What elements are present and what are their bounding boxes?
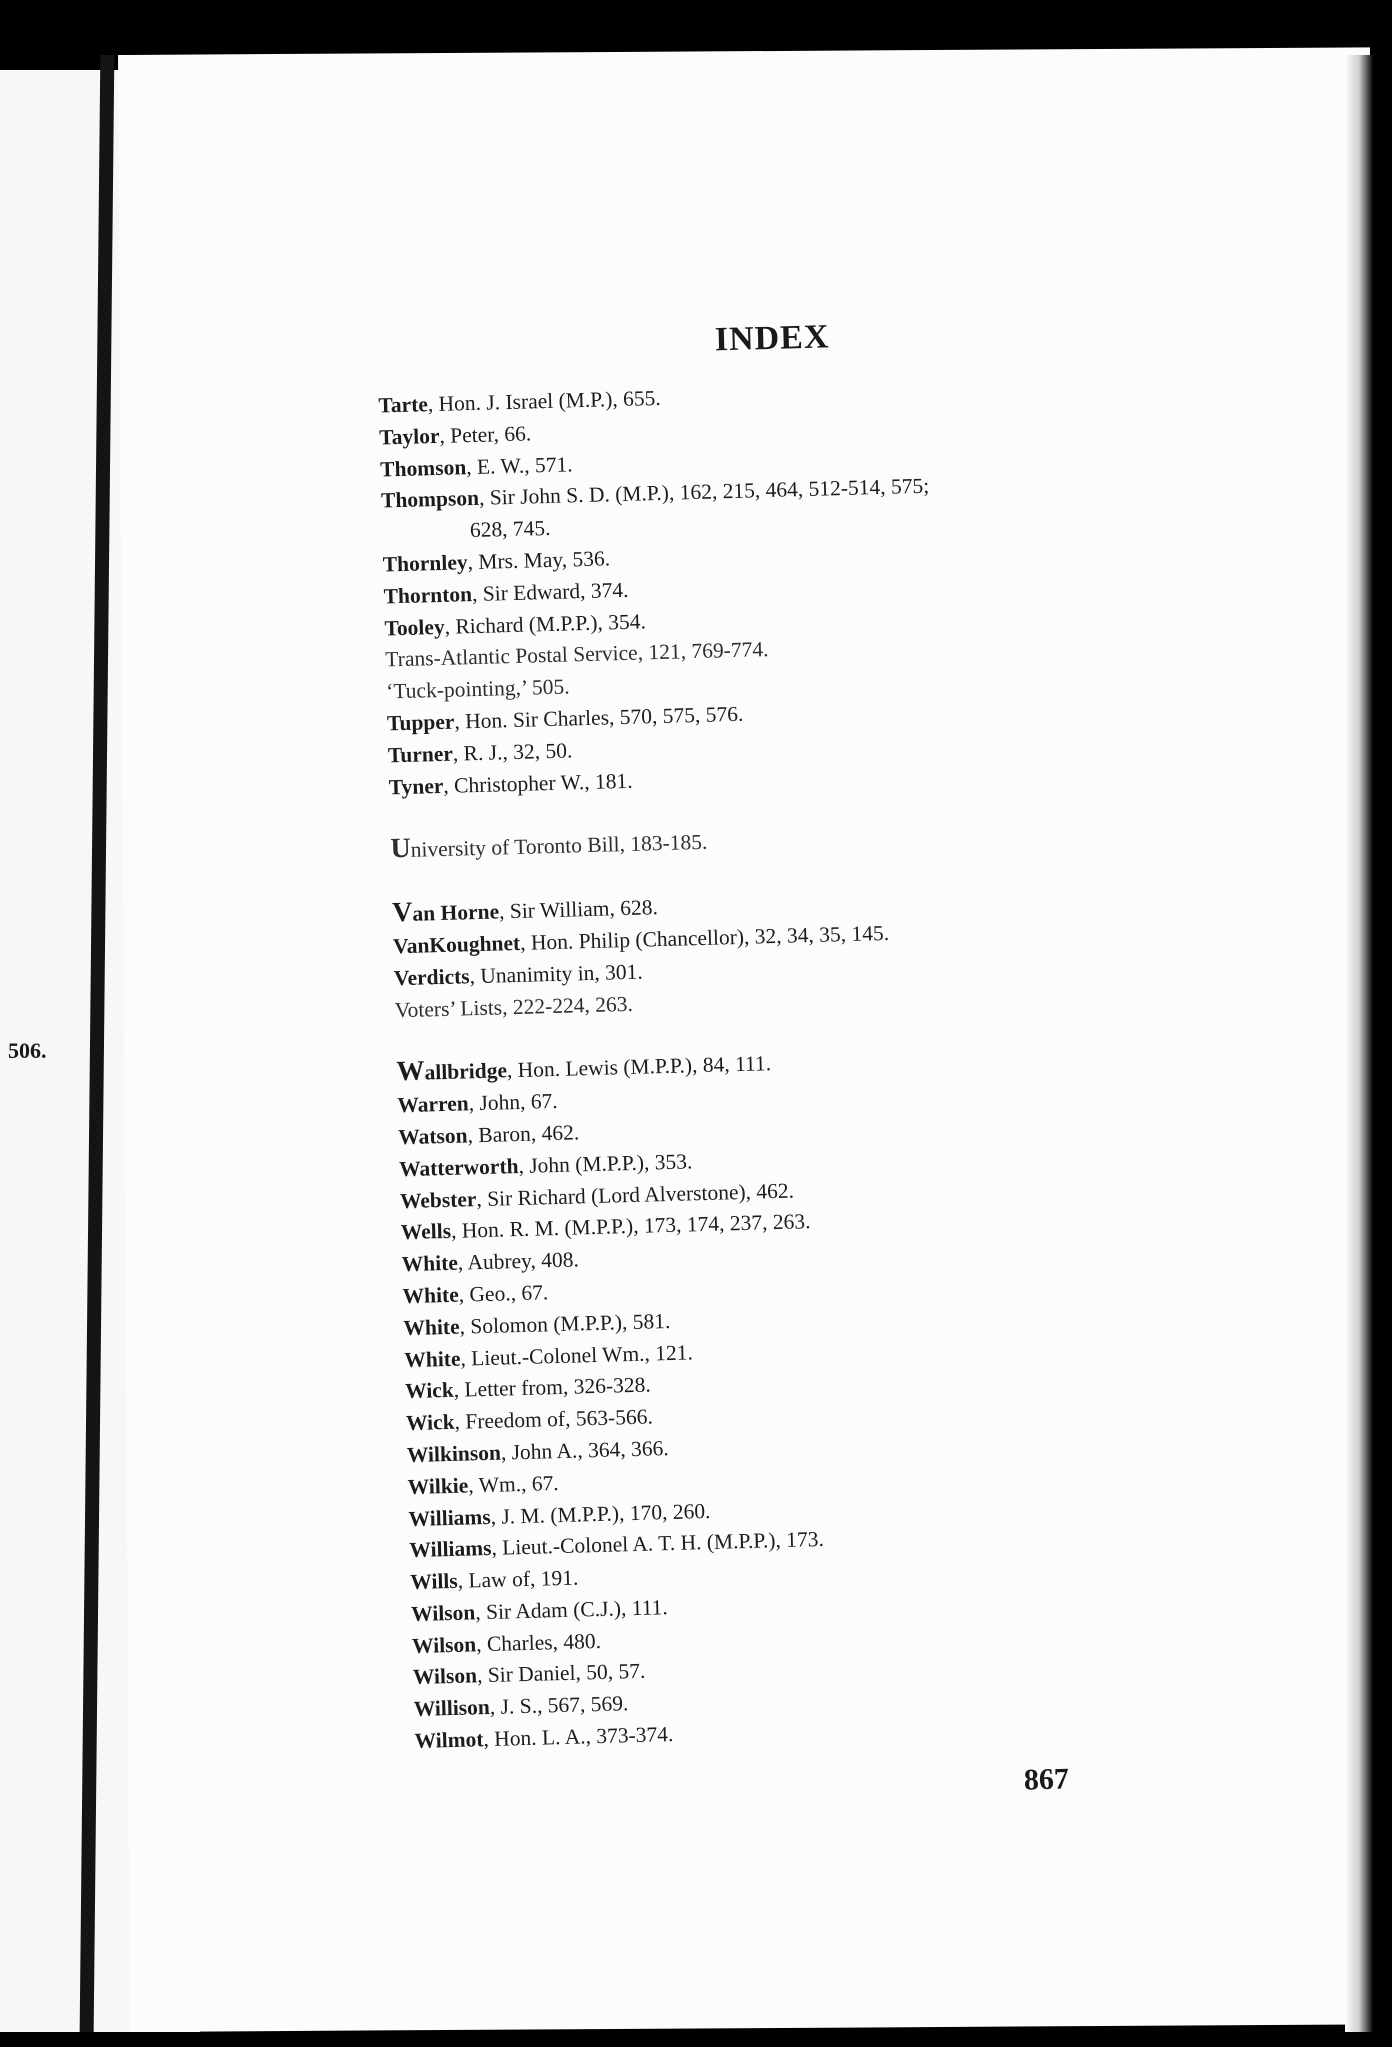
- index-entry: VanKoughnet, Hon. Philip (Chancellor), 32, 34, 35, 145.: [392, 920, 890, 959]
- index-page: [97, 36, 1392, 2046]
- index-entry: White, Solomon (M.P.P.), 581.: [403, 1308, 671, 1340]
- index-entry-section-v: Van Horne, Sir William, 628.: [391, 895, 659, 929]
- index-entry: Tupper, Hon. Sir Charles, 570, 575, 576.: [386, 701, 744, 736]
- index-entry: Tyner, Christopher W., 181.: [388, 768, 633, 799]
- index-entry: Wills, Law of, 191.: [409, 1565, 579, 1595]
- index-entry-section-u: University of Toronto Bill, 183-185.: [390, 830, 708, 865]
- index-entry: Turner, R. J., 32, 50.: [387, 738, 573, 768]
- index-entry: Tooley, Richard (M.P.P.), 354.: [384, 608, 647, 641]
- index-entry-section-w: Wallbridge, Hon. Lewis (M.P.P.), 84, 111.: [396, 1051, 772, 1088]
- page-number: 867: [1023, 1762, 1070, 1797]
- index-entry: Wilson, Sir Adam (C.J.), 111.: [410, 1595, 669, 1626]
- page-edge-shadow: [1345, 55, 1392, 2032]
- index-entry: ‘Tuck-pointing,’ 505.: [385, 674, 570, 704]
- index-entry: Watterworth, John (M.P.P.), 353.: [398, 1149, 693, 1181]
- index-entry: Williams, Lieut.-Colonel A. T. H. (M.P.P.), 173.: [409, 1527, 825, 1563]
- index-entry: Watson, Baron, 462.: [397, 1120, 580, 1150]
- index-entry: Thornton, Sir Edward, 374.: [383, 577, 629, 609]
- right-page: [118, 47, 1382, 2032]
- index-entry: Trans-Atlantic Postal Service, 121, 769-774.: [385, 637, 769, 672]
- index-entry: White, Lieut.-Colonel Wm., 121.: [403, 1339, 694, 1372]
- index-entry: Wick, Freedom of, 563-566.: [405, 1404, 654, 1436]
- index-entries: [378, 368, 1235, 1758]
- index-entry: Wilson, Sir Daniel, 50, 57.: [412, 1659, 646, 1690]
- index-entry: Willison, J. S., 567, 569.: [413, 1691, 629, 1722]
- index-entry: Thompson, Sir John S. D. (M.P.), 162, 215, 464, 512-514, 575;: [380, 474, 930, 513]
- left-page-number: 506.: [8, 1038, 47, 1063]
- index-entry: Wilmot, Hon. L. A., 373-374.: [414, 1722, 674, 1754]
- index-entry: Wilkie, Wm., 67.: [407, 1470, 559, 1499]
- index-entry: Tarte, Hon. J. Israel (M.P.), 655.: [378, 385, 661, 418]
- index-entry: Thomson, E. W., 571.: [379, 451, 573, 482]
- index-entry-continuation: 628, 745.: [469, 516, 551, 543]
- index-entry: Wells, Hon. R. M. (M.P.P.), 173, 174, 237, 263.: [400, 1209, 811, 1245]
- index-entry: Wilkinson, John A., 364, 366.: [406, 1435, 669, 1468]
- index-entry: White, Geo., 67.: [402, 1280, 549, 1309]
- index-entry: Wick, Letter from, 326-328.: [404, 1372, 652, 1404]
- page-title: INDEX: [714, 318, 830, 359]
- index-entry: Taylor, Peter, 66.: [379, 421, 532, 450]
- index-entry: Wilson, Charles, 480.: [411, 1628, 602, 1658]
- index-entry: Warren, John, 67.: [397, 1089, 558, 1118]
- index-entry: Thornley, Mrs. May, 536.: [382, 546, 611, 577]
- index-entry: Williams, J. M. (M.P.P.), 170, 260.: [408, 1498, 711, 1531]
- index-entry: White, Aubrey, 408.: [401, 1247, 580, 1277]
- index-entry: Webster, Sir Richard (Lord Alverstone), 462.: [399, 1178, 795, 1213]
- index-entry: Verdicts, Unanimity in, 301.: [393, 959, 644, 991]
- index-entry: Voters’ Lists, 222-224, 263.: [394, 991, 634, 1022]
